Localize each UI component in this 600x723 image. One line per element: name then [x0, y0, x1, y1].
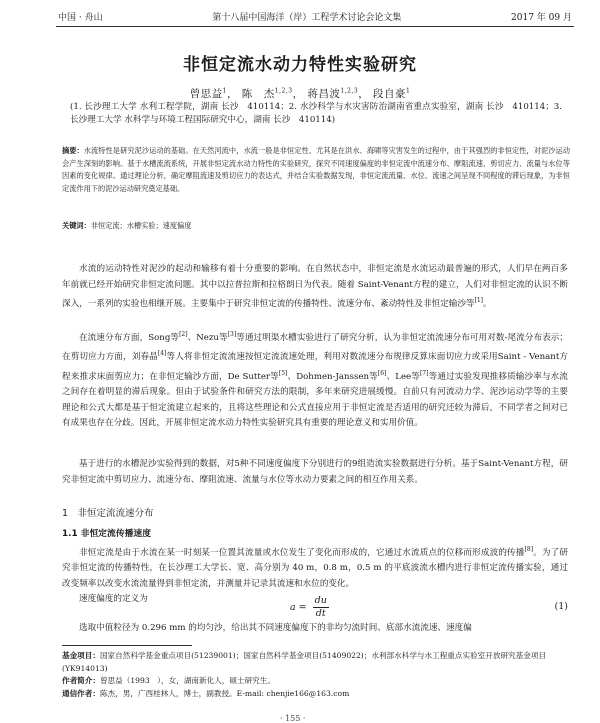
- citation: [2]: [179, 331, 188, 338]
- citation: [7]: [419, 369, 429, 377]
- running-header: [58, 8, 572, 24]
- footnote-text: 国家自然科学基金重点项目(51239001)；国家自然科学基金项目(51409022)；水利部水科学与水工程重点实验室开放研究基金项目(YK914013): [62, 651, 547, 673]
- paragraph-text: 、Nezu等: [187, 332, 228, 343]
- footnote-author: [62, 675, 568, 688]
- header-location: 中国 · 舟山: [58, 12, 103, 23]
- header-divider: [56, 26, 574, 27]
- paragraph-text: 选取中值粒径为 0.296 mm 的均匀沙，给出其不同速度偏度下的非均匀流时间、底部水流流速、速度偏: [79, 623, 472, 633]
- citation: [4]: [157, 350, 167, 358]
- affiliations: (1. 长沙理工大学 水利工程学院，湖南 长沙 410114；2. 水沙科学与水灾害防治湖南省重点实验室，湖南 长沙 410114；3. 长沙理工大学 水科学与环境工程国际研究中心，湖南 长沙 410114): [70, 102, 562, 125]
- footnote-label: 通信作者：: [62, 688, 100, 698]
- author-affil-mark: 1,2,3: [274, 87, 293, 95]
- paragraph-review: [62, 327, 568, 432]
- paragraph-text: 速度偏度的定义为: [79, 594, 148, 605]
- footnote-funding: [62, 650, 568, 675]
- footnote-label: 作者简介：: [62, 676, 100, 685]
- paper-title: 非恒定流水动力特性实验研究: [183, 55, 417, 75]
- paragraph-text: 基于进行的水槽泥沙实验得到的数据，对5种不同速度偏度下分别进行的9组造流实验数据进行分析。基于Saint-Venant方程，研究非恒定流中剪切应力、流速分布、摩阻流速、流量与水位等水动力要素之间的相互作用关系。: [62, 459, 568, 485]
- author-list: 曾思益$^1$， 陈 杰$^{1,2,3}$， 蒋昌波$^{1,2,3}$， 段自豪$^1$: [189, 87, 411, 100]
- paragraph-sediment: [62, 621, 568, 637]
- paragraph-text: 非恒定流是由于水流在某一时刻某一位置其流量或水位发生了变化而形成的，它通过水流质点的位移而形成波的传播: [79, 547, 525, 558]
- footnote-contact: [62, 688, 568, 701]
- abstract-text: 水流特性是研究泥沙运动的基础。在天然河流中，水流一般是非恒定性、尤其是在洪水、海啸等灾害发生的过程中，由于其强烈的非恒定性，对泥沙运动会产生深刻的影响。基于水槽流流系统，开展非恒定流水动力特性的实验研究，探究不同速度偏度的非恒定流中流速分布、摩阻流速、剪切应力、流量与水位等因素的变化规律。通过理论分析，确定摩阻流速及剪切应力的表达式，并结合实验数据发现，非恒定流流量、水位、流速之间呈现不同程度的滞后现象，为非恒定流作用下的泥沙运动研究奠定基础。: [62, 146, 570, 193]
- author-affil-mark: 1: [406, 87, 411, 95]
- paragraph-text: 等通过明渠水槽实验进行了研究分析，认为非恒定流流速分布可用对数-尾流分布表示；在剪切应力方面，刘春晶: [62, 332, 569, 363]
- citation: [1]: [474, 297, 484, 304]
- paragraph-scope: [62, 457, 568, 488]
- author-name: 陈 杰: [241, 88, 275, 100]
- equation-numerator: du: [314, 595, 327, 606]
- citation: [6]: [377, 369, 387, 377]
- paragraph-text: 等人将非恒定流流速按恒定流流速处理，利用对数流速分布规律反算床面切应力或采用Saint - Venant方程来推求床面剪应力；在非恒定输沙方面，De Sutter等: [62, 352, 568, 382]
- footnotes: [62, 650, 568, 700]
- section-heading: 1 非恒定流流速分布: [62, 508, 154, 519]
- paragraph-intro: 水流的运动特性对泥沙的起动和输移有着十分重要的影响。在自然状态中，非恒定流是水流运动最普遍的形式，人们早在两百多年前就已经开始研究非恒定流问题。其中以拉普拉斯和拉格朗日为代表。随着 Saint-Venant方程的建立，人们对非恒定流的认识不断深入，一系列的实验也相继开展。主要集中于研究非恒定流的传播特性、流速分布、紊动特性及非恒定输沙等[1]。: [62, 264, 568, 309]
- equation-number: (1): [554, 601, 568, 612]
- citation: [8]: [524, 546, 534, 553]
- abstract-label: 摘要：: [62, 146, 84, 155]
- equation: [290, 595, 329, 620]
- header-date: 2017 年 09 月: [511, 12, 572, 23]
- keywords: [62, 221, 570, 231]
- page-number: · 155 ·: [280, 714, 306, 723]
- subsection-heading: 1.1 非恒定流传播速度: [62, 529, 152, 539]
- paragraph-text: 等通过实验发现推移质输沙率与水流之间存在着明显的滞后现象。但由于试验条件和研究方法的限制，多年来研究进展缓慢。自前只有河流动力学、泥沙运动学等的主要理论和公式大都是基于恒定流建立起来的，且将这些理论和公式直接应用于非恒定流是否适用的研究还较为滞后，不同学者之间对已有成果也存在分歧。因此，开展非恒定流水动力特性实验研究具有重要的理论意义和实用价值。: [62, 371, 568, 429]
- author-name: 曾思益: [189, 88, 223, 100]
- author-affil-mark: 1,2,3: [340, 87, 359, 95]
- keywords-text: 非恒定流；水槽实验；速度偏度: [90, 221, 192, 230]
- equation-fraction: [313, 595, 329, 620]
- equation-lhs: a =: [290, 602, 307, 613]
- paragraph-text: 、Lee等: [386, 371, 420, 382]
- footnote-text: 陈杰，男，广西桂林人，博士，副教授。E-mail: chenjie166@163.com: [99, 688, 350, 698]
- citation: [3]: [227, 331, 237, 338]
- equation-denominator: dt: [315, 608, 326, 619]
- abstract: [62, 145, 570, 195]
- keywords-label: 关键词：: [62, 221, 91, 230]
- paragraph-text: 在流速分布方面，Song等: [79, 332, 180, 343]
- author-name: 段自豪: [373, 88, 407, 100]
- author-name: 蒋昌波: [307, 88, 341, 100]
- footnote-label: 基金项目：: [62, 651, 100, 660]
- author-affil-mark: 1: [222, 87, 227, 95]
- citation: [5]: [278, 369, 288, 377]
- header-proceedings: 第十八届中国海洋（岸）工程学术讨论会论文集: [212, 12, 402, 23]
- paragraph-text: 、Dohmen-Janssen等: [287, 371, 378, 382]
- paragraph-text: 。为了研究非恒定流的传播特性，在长沙理工大学长、宽、高分别为 40 m，0.8 m，0.5 m 的平底波流水槽内进行非恒定流传播实验，通过改变频率以改变水流流量得到非恒定流，并测量并记录其流速和水位的变化。: [62, 547, 568, 589]
- paragraph-text: 水流的运动特性对泥沙的起动和输移有着十分重要的影响。在自然状态中，非恒定流是水流运动最普遍的形式，人们早在两百多年前就已经开始研究非恒定流问题。其中以拉普拉斯和拉格朗日为代表。随着 Saint-Venant方程的建立，人们对非恒定流的认识不断深入，一系列的实验也相继开展。主要集中于研究非恒定流的传播特性、流速分布、紊动特性及非恒定输沙等: [62, 264, 568, 309]
- footnote-divider: [62, 645, 192, 646]
- footnote-text: 曾思益（1993 ），女，湖南新化人，硕士研究生。: [99, 676, 275, 685]
